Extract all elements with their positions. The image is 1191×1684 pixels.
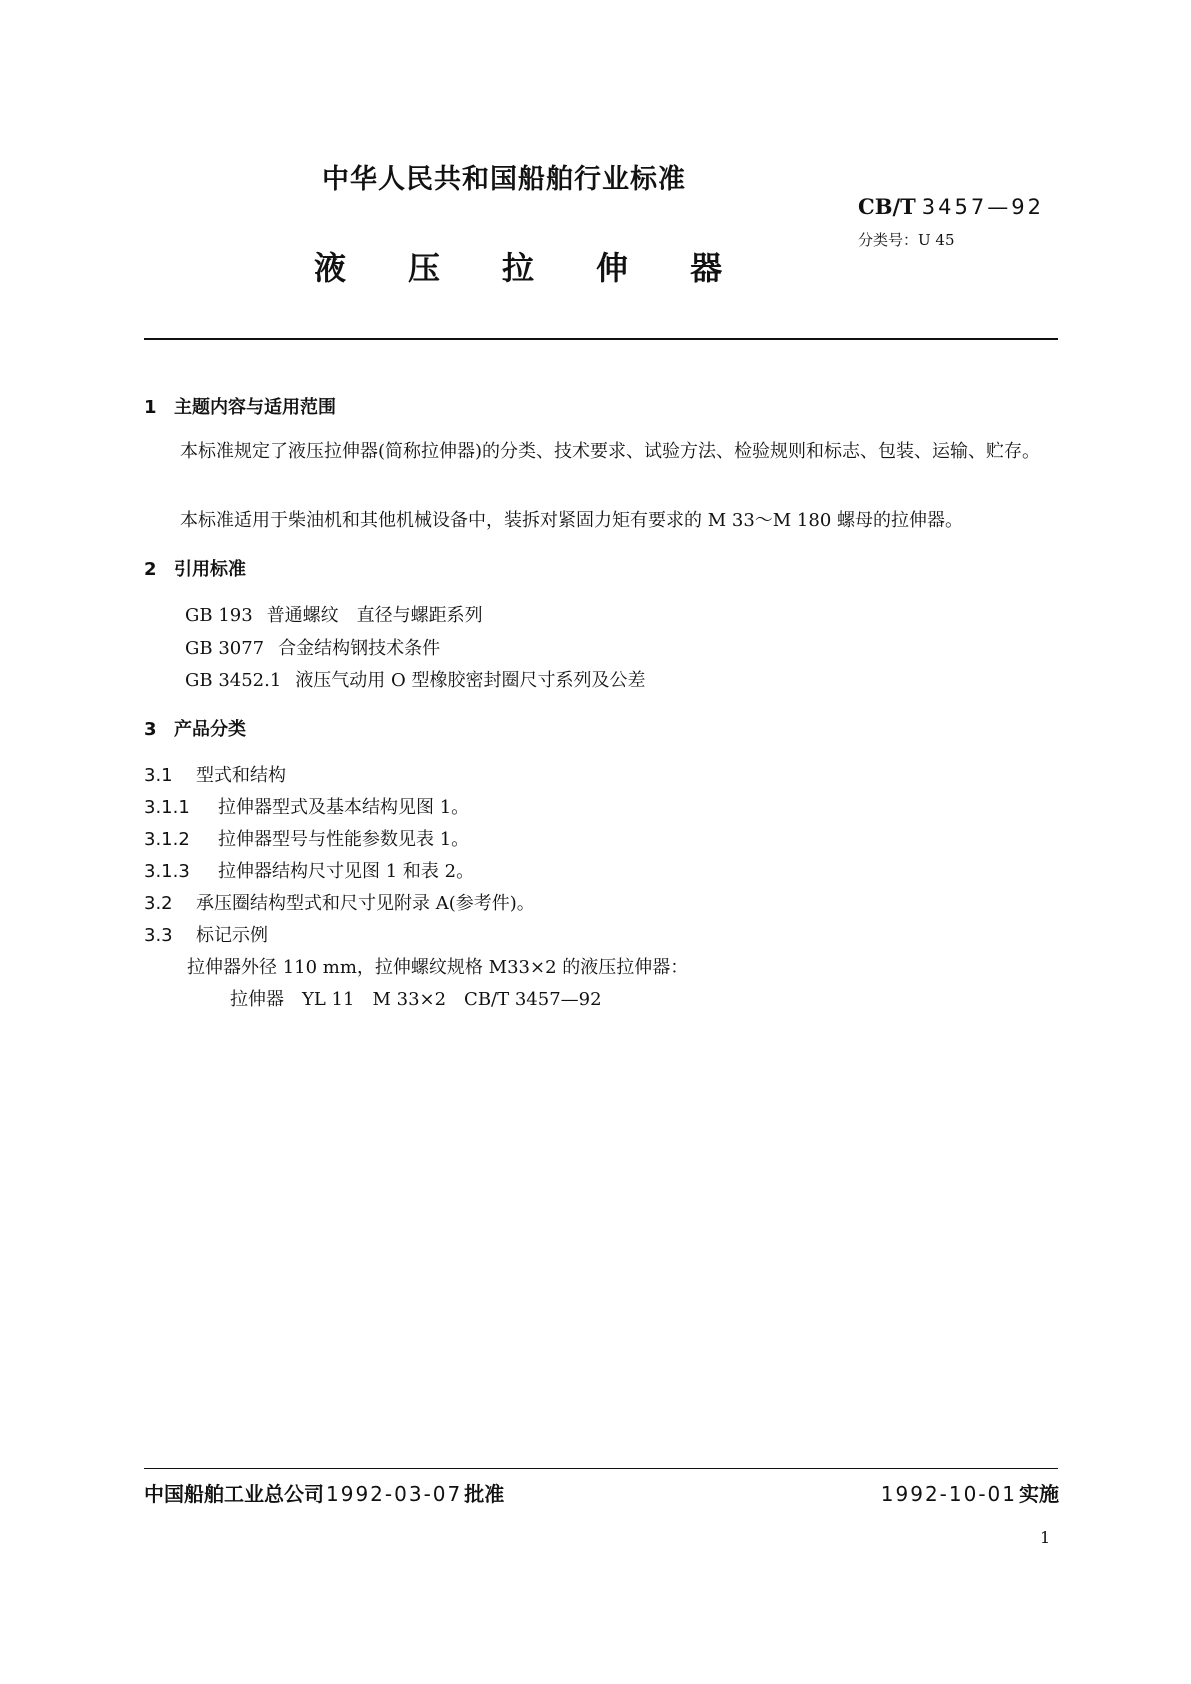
approval-info bbox=[144, 1478, 504, 1507]
clause-item bbox=[144, 857, 474, 883]
clause-text: 拉伸器结构尺寸见图 1 和表 2。 bbox=[218, 861, 475, 882]
footer-divider bbox=[144, 1468, 1058, 1469]
title-char: 伸 bbox=[596, 249, 629, 287]
clause-text: 标记示例 bbox=[196, 925, 268, 946]
section-number: 1 bbox=[144, 397, 157, 418]
clause-item bbox=[144, 761, 286, 787]
clause-number: 3.1.1 bbox=[144, 797, 190, 818]
classification-number: 分类号：U 45 bbox=[858, 231, 955, 249]
document-title bbox=[314, 243, 722, 289]
section-2-heading bbox=[144, 555, 246, 581]
clause-number: 3.1 bbox=[144, 765, 173, 786]
section-number: 3 bbox=[144, 719, 157, 740]
effective-info bbox=[881, 1478, 1059, 1507]
clause-item bbox=[144, 921, 268, 947]
section-title: 产品分类 bbox=[174, 719, 246, 740]
reference-code: GB 3452.1 bbox=[185, 670, 282, 691]
section-title: 主题内容与适用范围 bbox=[174, 397, 336, 418]
section-number: 2 bbox=[144, 559, 157, 580]
reference-code: GB 3077 bbox=[185, 638, 265, 659]
header-divider bbox=[144, 338, 1058, 340]
section-1-paragraph: 本标准适用于柴油机和其他机械设备中，装拆对紧固力矩有要求的 M 33～M 180 螺母的拉伸器。 bbox=[180, 510, 964, 531]
clause-text: 型式和结构 bbox=[196, 765, 286, 786]
clause-number: 3.1.2 bbox=[144, 829, 190, 850]
title-char: 器 bbox=[690, 249, 723, 287]
example-description: 拉伸器外径 110 mm，拉伸螺纹规格 M33×2 的液压拉伸器： bbox=[187, 957, 689, 978]
page-number: 1 bbox=[1040, 1528, 1051, 1547]
standard-code bbox=[858, 194, 1044, 219]
clause-item bbox=[144, 793, 469, 819]
title-char: 拉 bbox=[502, 249, 535, 287]
clause-text: 拉伸器型号与性能参数见表 1。 bbox=[218, 829, 470, 850]
section-1-paragraph: 本标准规定了液压拉伸器(简称拉伸器)的分类、技术要求、试验方法、检验规则和标志、包装、运输、贮存。 bbox=[180, 441, 1041, 462]
section-3-heading bbox=[144, 715, 246, 741]
reference-standard bbox=[185, 601, 483, 627]
title-char: 液 bbox=[314, 249, 347, 287]
reference-name: 液压气动用 O 型橡胶密封圈尺寸系列及公差 bbox=[295, 670, 646, 691]
clause-number: 3.3 bbox=[144, 925, 173, 946]
reference-standard bbox=[185, 634, 440, 660]
standard-org-title: 中华人民共和国船舶行业标准 bbox=[322, 164, 686, 195]
reference-standard bbox=[185, 666, 646, 692]
clause-number: 3.1.3 bbox=[144, 861, 190, 882]
title-char: 压 bbox=[408, 249, 441, 287]
effective-label: 实施 bbox=[1019, 1482, 1059, 1506]
clause-number: 3.2 bbox=[144, 893, 173, 914]
standard-code-prefix: CB/T bbox=[858, 194, 916, 219]
example-marking: 拉伸器 YL 11 M 33×2 CB/T 3457—92 bbox=[230, 989, 602, 1010]
reference-name: 合金结构钢技术条件 bbox=[278, 638, 441, 659]
clause-text: 承压圈结构型式和尺寸见附录 A(参考件)。 bbox=[196, 893, 535, 914]
reference-name: 普通螺纹 直径与螺距系列 bbox=[266, 605, 483, 626]
approval-date: 1992-03-07 bbox=[326, 1482, 463, 1506]
reference-code: GB 193 bbox=[185, 605, 253, 626]
section-title: 引用标准 bbox=[174, 559, 246, 580]
clause-item bbox=[144, 825, 469, 851]
clause-text: 拉伸器型式及基本结构见图 1。 bbox=[218, 797, 470, 818]
approval-label: 批准 bbox=[464, 1482, 505, 1506]
effective-date: 1992-10-01 bbox=[880, 1482, 1017, 1506]
section-1-heading bbox=[144, 393, 336, 419]
clause-item bbox=[144, 889, 535, 915]
standard-code-number: 3457—92 bbox=[921, 195, 1044, 219]
approver-name: 中国船舶工业总公司 bbox=[144, 1482, 324, 1506]
